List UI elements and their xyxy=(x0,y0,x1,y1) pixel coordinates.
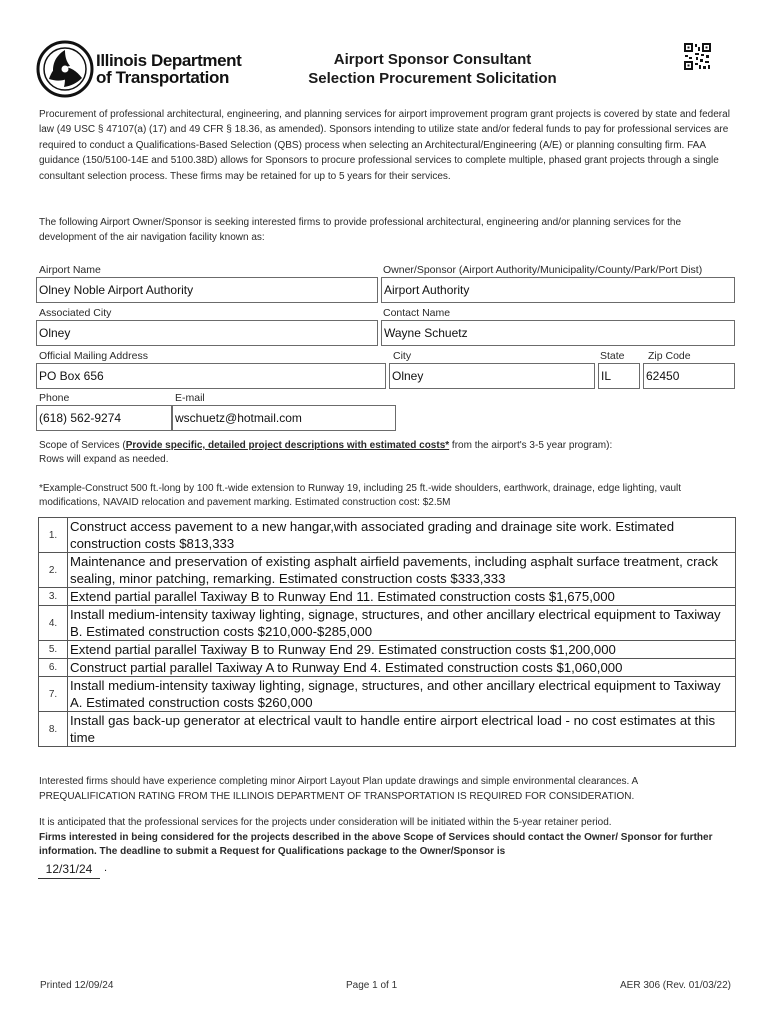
mail-city-label: City xyxy=(393,350,412,362)
phone-label: Phone xyxy=(39,392,70,404)
intro-paragraph: Procurement of professional architectural, engineering, and planning services for airport improvement program grant projects is covered by state and federal law (49 USC § 47107(a) (17) and 49 CFR § 18.36, as amended). Sponsors intending to utilize state and/or federal funds to pay for professional services are required to conduct a Qualifications-Based Selection (QBS) process when selecting an Architectural/Engineering (A/E) or planning consulting firm. FAA guidance (150/5100-14E and 5100.38D) allows for Sponsors to procure professional services to complete multiple, phased grant projects through a single consultant selection process. These firms may be retained for up to 5 years for their services. xyxy=(39,109,730,182)
scope-row-number: 3. xyxy=(39,588,68,606)
scope-intro-suffix: from the airport's 3-5 year program): xyxy=(449,440,613,451)
scope-row-number: 8. xyxy=(39,712,68,747)
state-field[interactable]: IL xyxy=(598,363,640,389)
scope-row-number: 1. xyxy=(39,518,68,553)
mailing-address-field[interactable]: PO Box 656 xyxy=(36,363,386,389)
scope-row xyxy=(39,659,736,677)
document-title xyxy=(270,50,595,88)
agency-name-line2: of Transportation xyxy=(96,68,229,87)
scope-intro xyxy=(39,439,731,467)
email-field[interactable]: wschuetz@hotmail.com xyxy=(172,405,396,431)
scope-intro-line2: Rows will expand as needed. xyxy=(39,454,169,465)
seeking-paragraph: The following Airport Owner/Sponsor is seeking interested firms to provide professional architectural, engineering and/or planning services for the development of the air navigation facility known as: xyxy=(39,217,682,244)
scope-row-text[interactable]: Extend partial parallel Taxiway B to Runway End 11. Estimated construction costs $1,675,000 xyxy=(68,588,736,606)
instructions-paragraph: Firms interested in being considered for the projects described in the above Scope of Services should contact the Owner/ Sponsor for further information. The deadline to submit a Request for Qualifications package to the Owner/Sponsor is xyxy=(39,831,713,857)
scope-row-text[interactable]: Install medium-intensity taxiway lighting, signage, structures, and other ancillary electrical equipment to Taxiway B. Estimated construction costs $210,000-$285,000 xyxy=(68,606,736,641)
scope-row xyxy=(39,641,736,659)
scope-row xyxy=(39,588,736,606)
scope-table xyxy=(38,517,736,747)
owner-sponsor-field[interactable]: Airport Authority xyxy=(381,277,735,303)
experience-paragraph: Interested firms should have experience completing minor Airport Layout Plan update drawings and simple environmental clearances. A PREQUALIFICATION RATING FROM THE ILLINOIS DEPARTMENT OF TRANSPORTATION IS REQUIRED FOR CONSIDERATION. xyxy=(39,776,638,803)
scope-row-number: 2. xyxy=(39,553,68,588)
scope-row-number: 4. xyxy=(39,606,68,641)
form-id: AER 306 (Rev. 01/03/22) xyxy=(620,980,731,991)
timing-paragraph: It is anticipated that the professional services for the projects under consideration will be initiated within the 5-year retainer period. xyxy=(39,817,612,828)
scope-row-text[interactable]: Install medium-intensity taxiway lighting, signage, structures, and other ancillary electrical equipment to Taxiway A. Estimated construction costs $260,000 xyxy=(68,677,736,712)
associated-city-field[interactable]: Olney xyxy=(36,320,378,346)
airport-name-label: Airport Name xyxy=(39,264,101,276)
scope-row-number: 5. xyxy=(39,641,68,659)
zip-code-field[interactable]: 62450 xyxy=(643,363,735,389)
scope-row xyxy=(39,553,736,588)
zip-code-label: Zip Code xyxy=(648,350,691,362)
scope-row xyxy=(39,677,736,712)
airport-name-field[interactable]: Olney Noble Airport Authority xyxy=(36,277,378,303)
deadline-field[interactable]: 12/31/24 xyxy=(38,860,100,879)
idot-logo xyxy=(36,40,246,98)
scope-row xyxy=(39,518,736,553)
agency-name-line1: Illinois Department xyxy=(96,51,242,70)
printed-date: Printed 12/09/24 xyxy=(40,980,114,991)
phone-field[interactable]: (618) 562-9274 xyxy=(36,405,172,431)
state-label: State xyxy=(600,350,625,362)
title-line1: Airport Sponsor Consultant xyxy=(333,51,532,68)
email-label: E-mail xyxy=(175,392,205,404)
deadline-period: . xyxy=(104,862,108,874)
scope-row-number: 7. xyxy=(39,677,68,712)
scope-row xyxy=(39,712,736,747)
scope-row-text[interactable]: Install gas back-up generator at electrical vault to handle entire airport electrical load - no cost estimates at this time xyxy=(68,712,736,747)
scope-intro-emphasis: Provide specific, detailed project descriptions with estimated costs* xyxy=(125,440,450,451)
contact-name-label: Contact Name xyxy=(383,307,451,319)
page-number: Page 1 of 1 xyxy=(346,980,398,991)
idot-emblem-icon xyxy=(36,40,94,98)
scope-row-text[interactable]: Maintenance and preservation of existing asphalt airfield pavements, including asphalt surface treatment, crack sealing, minor patching, remarking. Estimated construction costs $333,333 xyxy=(68,553,736,588)
scope-row-number: 6. xyxy=(39,659,68,677)
contact-name-field[interactable]: Wayne Schuetz xyxy=(381,320,735,346)
instructions-block xyxy=(39,816,731,860)
mailing-address-label: Official Mailing Address xyxy=(39,350,148,362)
scope-row-text[interactable]: Construct partial parallel Taxiway A to Runway End 4. Estimated construction costs $1,060,000 xyxy=(68,659,736,677)
mail-city-field[interactable]: Olney xyxy=(389,363,595,389)
scope-example: *Example-Construct 500 ft.-long by 100 ft.-wide extension to Runway 19, including 25 ft.-wide shoulders, earthwork, drainage, edge lighting, vault modifications, NAVAID relocation and pavement marking. Estimated construction cost: $2.5M xyxy=(39,483,682,508)
scope-row xyxy=(39,606,736,641)
associated-city-label: Associated City xyxy=(39,307,112,319)
scope-row-text[interactable]: Construct access pavement to a new hangar,with associated grading and drainage site work. Estimated construction costs $813,333 xyxy=(68,518,736,553)
qr-code-icon xyxy=(684,43,711,70)
scope-row-text[interactable]: Extend partial parallel Taxiway B to Runway End 29. Estimated construction costs $1,200,000 xyxy=(68,641,736,659)
title-line2: Selection Procurement Solicitation xyxy=(308,70,557,87)
owner-sponsor-label: Owner/Sponsor (Airport Authority/Municipality/County/Park/Port Dist) xyxy=(383,264,703,276)
scope-intro-prefix: Scope of Services ( xyxy=(39,440,126,451)
